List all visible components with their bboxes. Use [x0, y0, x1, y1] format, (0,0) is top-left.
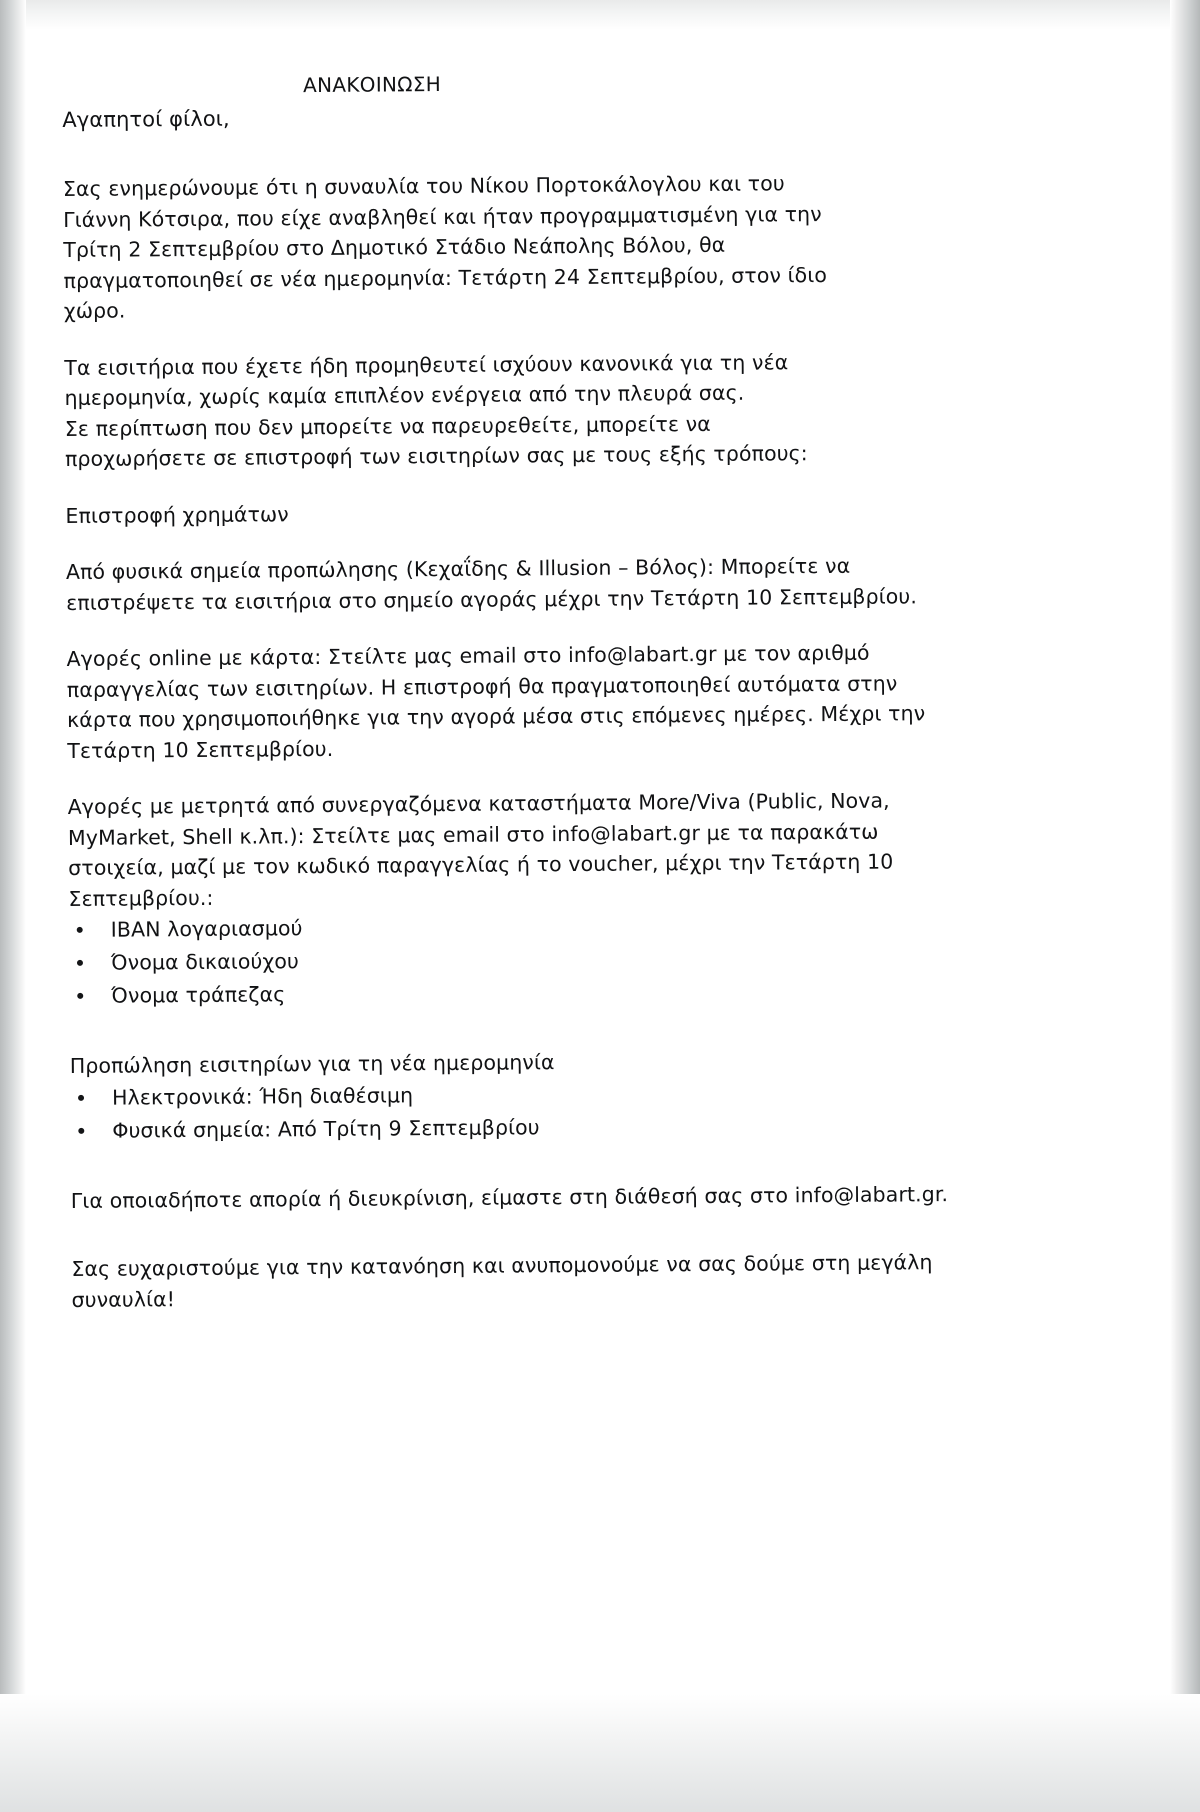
- intro-line: Τρίτη 2 Σεπτεμβρίου στο Δημοτικό Στάδιο Νεάπολης Βόλου, θα: [63, 232, 726, 262]
- refund-online-line: Στείλτε μας email στο info@labart.gr με τον αριθμό παραγγελίας των: [66, 640, 870, 702]
- refund-cash-line: Αγορές με μετρητά από συνεργαζόμενα καταστήματα More/Viva (Public,: [67, 789, 824, 819]
- refund-cash-block: [68, 785, 969, 914]
- contact-email: info@labart.gr.: [794, 1181, 949, 1207]
- refund-physical-line: Μπορείτε να επιστρέψετε τα εισιτήρια στο σημείο αγοράς μέχρι την: [66, 553, 851, 615]
- list-item-label: IBAN λογαριασμού: [110, 916, 303, 942]
- refund-cash-line: τον κωδικό παραγγελίας ή το voucher, μέχρι την Τετάρτη 10: [252, 849, 894, 879]
- bullet-dot-icon: [77, 927, 83, 933]
- closing-line: μεγάλη συναυλία!: [71, 1250, 933, 1312]
- intro-line: χώρο.: [63, 298, 126, 323]
- intro-paragraph: [63, 167, 964, 327]
- refund-cash-details-list: [69, 907, 970, 1013]
- tickets-validity-paragraph: [64, 345, 965, 474]
- closing-line: Σας ευχαριστούμε για την κατανόηση και ανυπομονούμε να σας δούμε στη: [71, 1250, 851, 1281]
- refund-online-card-block: [66, 637, 967, 766]
- tickets-line: ημερομηνία, χωρίς καμία επιπλέον ενέργεια από την πλευρά σας.: [64, 380, 745, 410]
- page-title: ΑΝΑΚΟΙΝΩΣΗ: [303, 72, 442, 98]
- list-item-label: Όνομα δικαιούχου: [110, 949, 300, 975]
- refund-cash-line: Στείλτε μας email στο info@labart.gr με τα παρακάτω στοιχεία, μαζί με: [68, 819, 879, 880]
- refund-online-line: εισιτηρίων. Η επιστροφή θα πραγματοποιηθεί αυτόματα στην κάρτα που: [66, 670, 898, 732]
- refund-cash-line: Σεπτεμβρίου.:: [68, 885, 214, 911]
- list-item-label: Φυσικά σημεία: Από Τρίτη 9 Σεπτεμβρίου: [112, 1114, 540, 1143]
- bullet-dot-icon: [77, 960, 83, 966]
- tickets-line: Σε περίπτωση που δεν μπορείτε να παρευρεθείτε, μπορείτε να: [64, 411, 711, 441]
- list-item: [69, 973, 969, 1013]
- scan-edge-right: [1170, 0, 1200, 1812]
- contact-block: [71, 1178, 971, 1216]
- refund-physical-line: Τετάρτη 10 Σεπτεμβρίου.: [650, 583, 918, 610]
- refund-section-heading: Επιστροφή χρημάτων: [65, 501, 289, 528]
- intro-line: Σας ενημερώνουμε ότι η συναυλία του Νίκου Πορτοκάλογλου και του: [62, 171, 785, 201]
- tickets-line: Τα εισιτήρια που έχετε ήδη προμηθευτεί ισχύουν κανονικά για τη νέα: [64, 349, 789, 380]
- refund-physical-points-block: [66, 550, 966, 618]
- bullet-dot-icon: [77, 993, 83, 999]
- scan-edge-left: [0, 0, 26, 1812]
- contact-line: Για οποιαδήποτε απορία ή διευκρίνιση, είμαστε στη διάθεσή σας στο: [70, 1182, 789, 1213]
- bullet-dot-icon: [78, 1127, 84, 1133]
- closing-block: [71, 1247, 971, 1315]
- bullet-dot-icon: [78, 1094, 84, 1100]
- scan-edge-top: [0, 0, 1200, 30]
- presale-section-heading: Προπώληση εισιτηρίων για τη νέα ημερομηνία: [69, 1050, 555, 1078]
- refund-online-line: χρησιμοποιήθηκε για την αγορά μέσα στις επόμενες ημέρες. Μέχρι την: [182, 701, 926, 732]
- refund-physical-line: Από φυσικά σημεία προπώλησης (Κεχαΐδης & Illusion – Βόλος):: [65, 554, 715, 584]
- refund-online-line: Αγορές online με κάρτα:: [66, 644, 322, 671]
- list-item-label: Ηλεκτρονικά: Ήδη διαθέσιμη: [111, 1082, 414, 1110]
- refund-online-line: Τετάρτη 10 Σεπτεμβρίου.: [67, 736, 334, 763]
- tickets-line: προχωρήσετε σε επιστροφή των εισιτηρίων σας με τους εξής τρόπους:: [64, 441, 808, 471]
- salutation: Αγαπητοί φίλοι,: [62, 106, 230, 132]
- announcement-text-body: [62, 67, 972, 1341]
- list-item: [70, 1107, 970, 1147]
- refund-cash-line: Nova, MyMarket, Shell κ.λπ.):: [67, 788, 890, 850]
- list-item-label: Όνομα τράπεζας: [111, 982, 286, 1008]
- scan-edge-bottom: [0, 1694, 1200, 1812]
- presale-list: [70, 1074, 970, 1147]
- intro-line: Γιάννη Κότσιρα, που είχε αναβληθεί και ήταν προγραμματισμένη για την: [63, 201, 822, 232]
- intro-line: πραγματοποιηθεί σε νέα ημερομηνία: Τετάρτη 24 Σεπτεμβρίου, στον ίδιο: [63, 262, 828, 293]
